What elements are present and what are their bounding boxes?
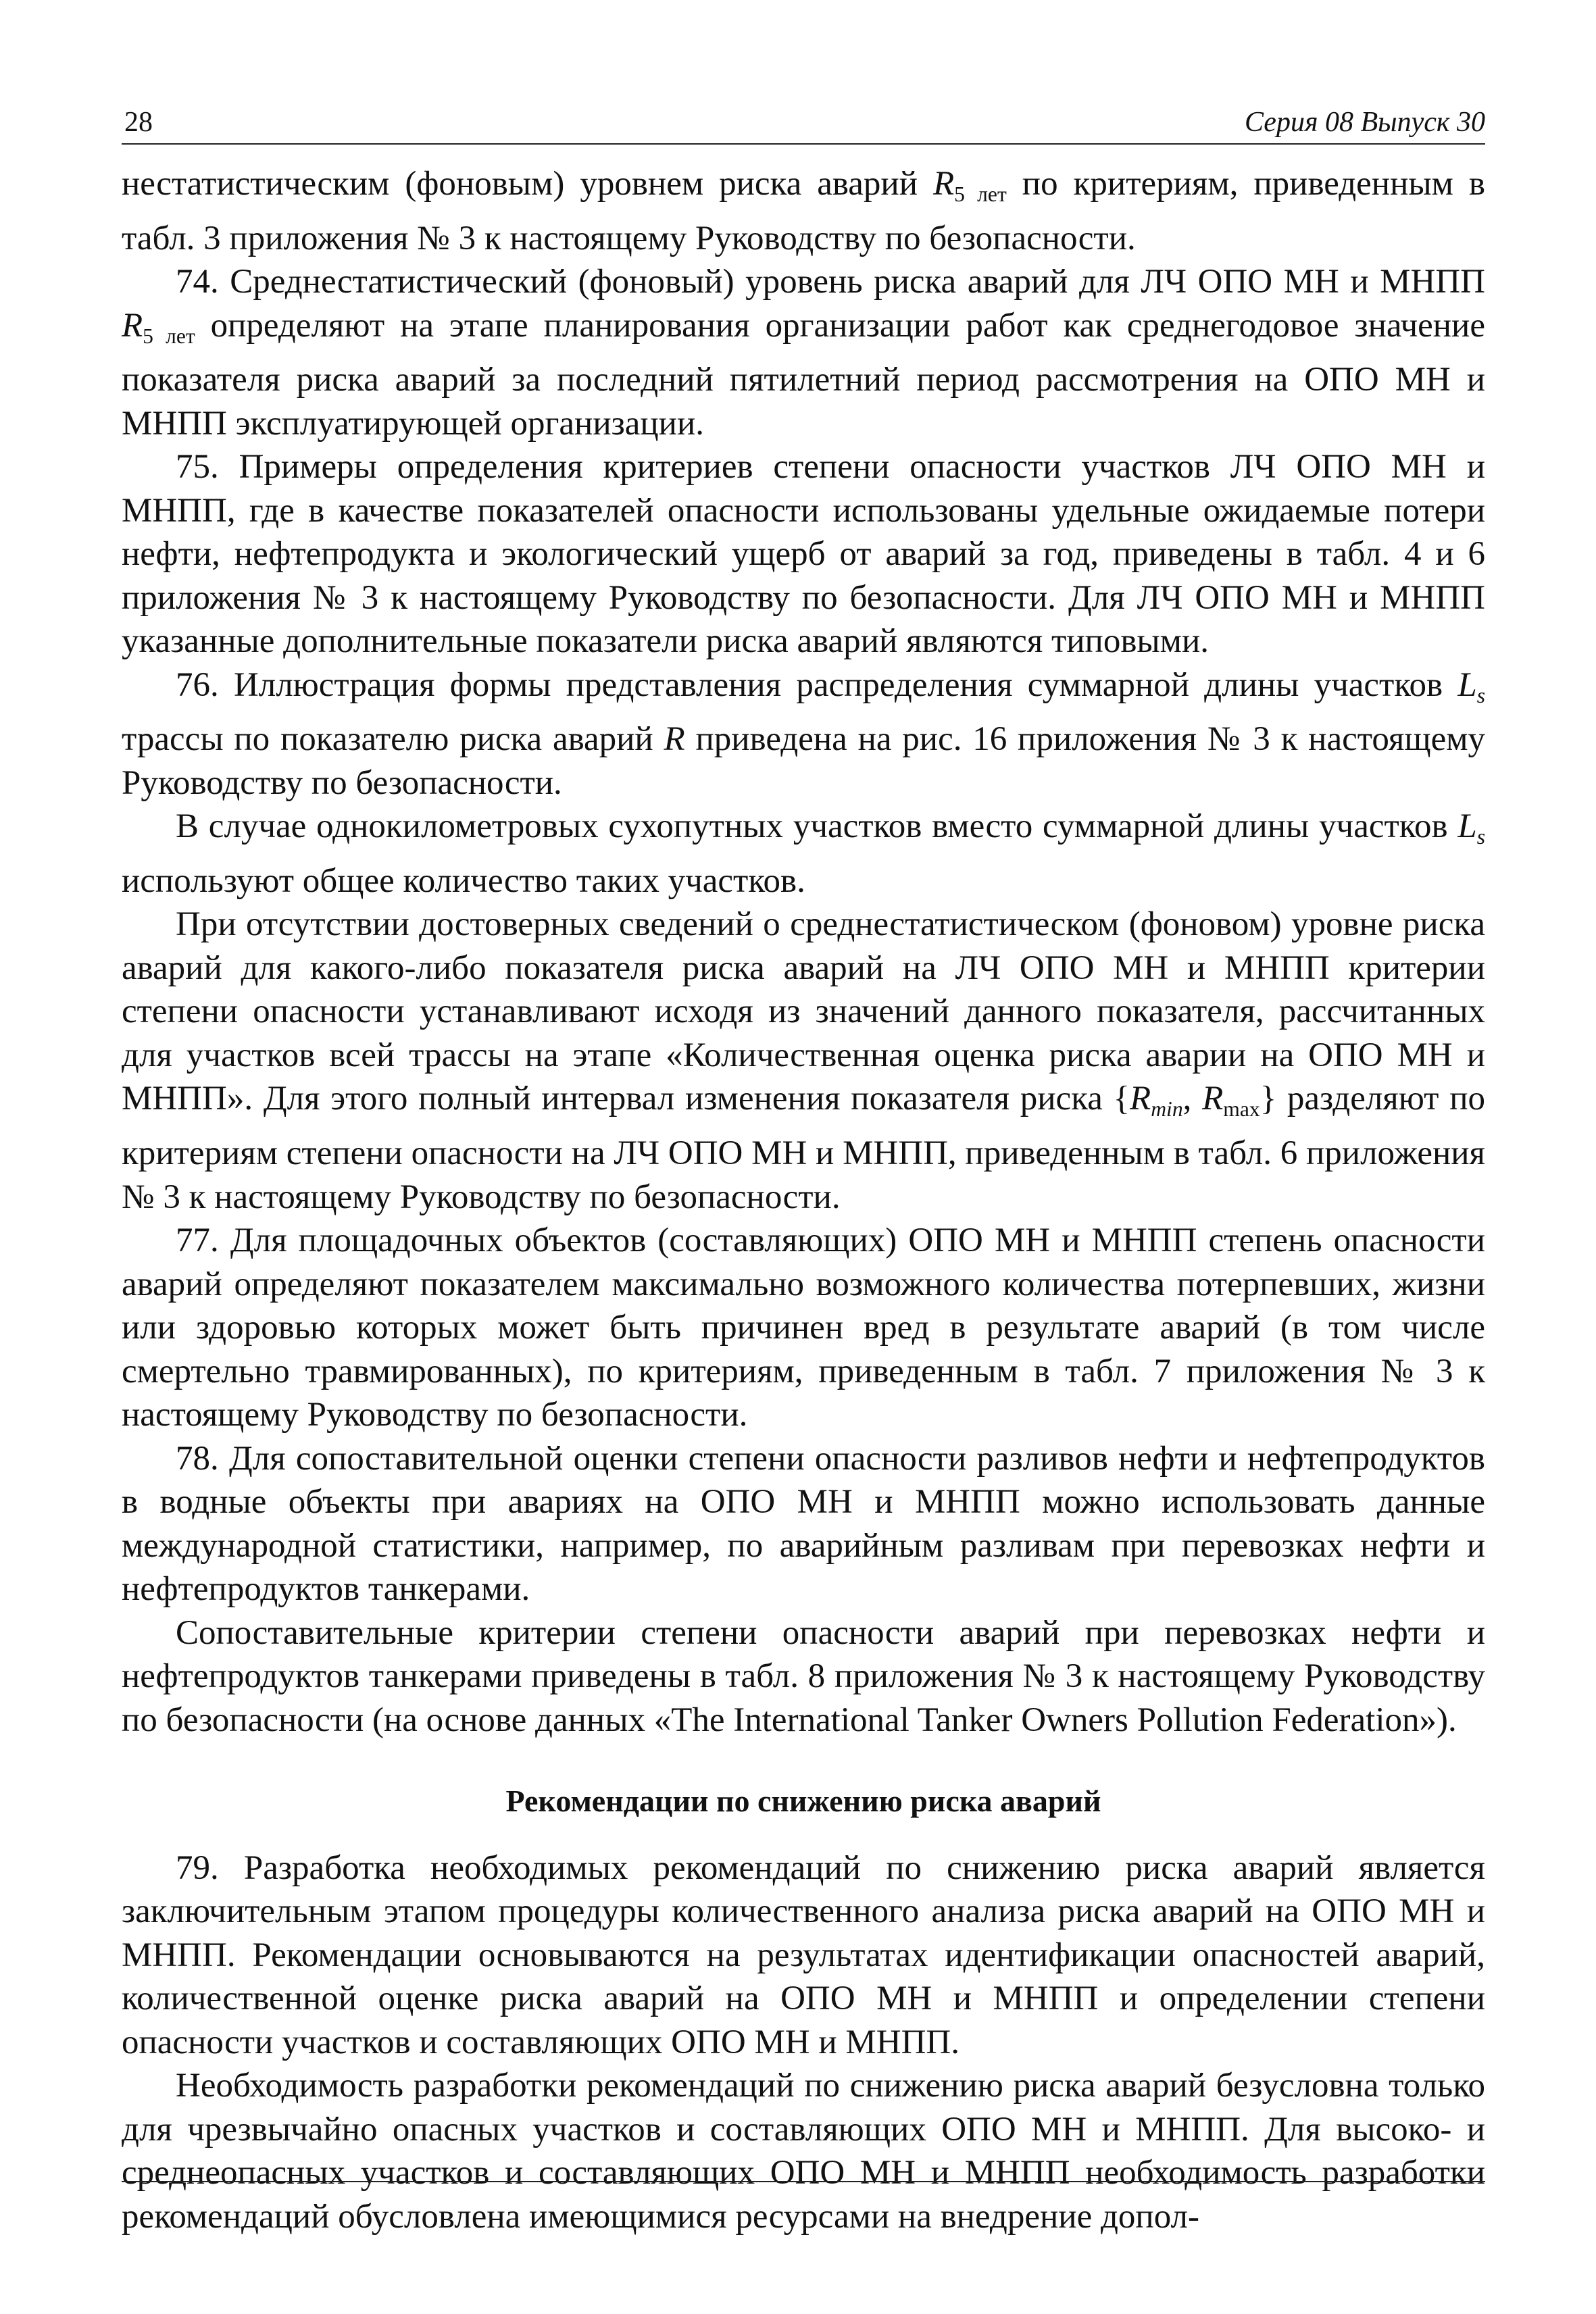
subscript-s: s: [1476, 683, 1485, 707]
footer-rule: [122, 2181, 1485, 2182]
formula-l-s: [1457, 665, 1485, 707]
page-header: [122, 101, 1485, 145]
text-run: 74. Среднестатистический (фоновый) уровень риска аварий для ЛЧ ОПО МН и МНПП: [176, 263, 1485, 301]
text-run: трассы по показателю риска аварий: [122, 720, 664, 759]
text-run: ,: [1182, 1080, 1203, 1118]
body-text: [122, 162, 1485, 2238]
symbol-r: R: [122, 306, 143, 345]
paragraph-75: 75. Примеры определения критериев степени опасности участков ЛЧ ОПО МН и МНПП, где в качестве показателей опасности использованы удельные ожидаемые потери нефти, нефтепродукта и экологический ущерб от аварий за год, приведены в табл. 4 и 6 приложения № 3 к настоящему Руководству по безопасности. Для ЛЧ ОПО МН и МНПП указанные дополнительные показатели риска аварий являются типовыми.: [122, 448, 1485, 661]
symbol-r: R: [1202, 1080, 1224, 1118]
symbol-r: R: [933, 165, 955, 203]
paragraph-78: 78. Для сопоставительной оценки степени опасности разливов нефти и нефтепродуктов в водные объекты при авариях на ОПО МН и МНПП можно использовать данные международной статистики, например, по аварийным разливам при перевозках нефти и нефтепродуктов танкерами.: [122, 1439, 1485, 1609]
paragraph-76-2: [122, 805, 1485, 903]
paragraph-74: [122, 260, 1485, 445]
formula-l-s: [1457, 807, 1485, 849]
section-title: Рекомендации по снижению риска аварий: [505, 1784, 1101, 1819]
subscript-min: min: [1151, 1097, 1183, 1122]
text-run: 76. Иллюстрация формы представления распределения суммарной длины участков: [176, 665, 1458, 704]
text-run: используют общее количество таких участков.: [122, 861, 805, 900]
subscript-max: max: [1223, 1097, 1260, 1122]
paragraph-79: 79. Разработка необходимых рекомендаций по снижению риска аварий является заключительным этапом процедуры количественного анализа риска аварий на ОПО МН и МНПП. Рекомендации основываются на результатах идентификации опасностей аварий, количественной оценке риска аварий на ОПО МН и МНПП и определении степени опасности участков и составляющих ОПО МН и МНПП.: [122, 1848, 1485, 2061]
formula-r-min: [1130, 1080, 1183, 1122]
paragraph-78-2: Сопоставительные критерии степени опасности аварий при перевозках нефти и нефтепродуктов танкерами приведены в табл. 8 приложения № 3 к настоящему Руководству по безопасности (на основе данных «The International Tanker Owners Pollution Federation»).: [122, 1613, 1485, 1739]
text-run: При отсутствии достоверных сведений о среднестатистическом (фоновом) уровне риска аварий для какого-либо показателя риска аварий на ЛЧ ОПО МН и МНПП критерии степени опасности устанавливают исходя из значений данного показателя, рассчитанных для участков всей трассы на этапе «Количественная оценка риска аварии на ОПО МН и МНПП». Для этого полный интервал изменения показателя риска {: [122, 905, 1485, 1118]
formula-r-max: [1202, 1080, 1260, 1122]
subscript-5-years: 5 лет: [954, 182, 1007, 207]
text-run: по критериям, приведенным в табл. 3 приложения № 3 к настоящему Руководству по безопасности.: [122, 165, 1485, 257]
symbol-r: R: [664, 720, 685, 759]
paragraph-77: 77. Для площадочных объектов (составляющих) ОПО МН и МНПП степень опасности аварий определяют показателем максимально возможного количества потерпевших, жизни или здоровью которых может быть причинен вред в результате аварий (в том числе смертельно травмированных), по критериям, приведенным в табл. 7 приложения № 3 к настоящему Руководству по безопасности.: [122, 1222, 1485, 1434]
paragraph-79-2: Необходимость разработки рекомендаций по снижению риска аварий безусловна только для чрезвычайно опасных участков и составляющих ОПО МН и МНПП. Для высоко- и среднеопасных участков и составляющих ОПО МН и МНПП необходимость разработки рекомендаций обусловлена имеющимися ресурсами на внедрение допол-: [122, 2067, 1485, 2236]
symbol-l: L: [1457, 807, 1477, 846]
series-label: Серия 08 Выпуск 30: [1245, 107, 1485, 138]
subscript-5-years: 5 лет: [143, 324, 195, 348]
formula-r-5-years: [122, 306, 195, 348]
symbol-r: R: [1130, 1080, 1151, 1118]
symbol-l: L: [1457, 665, 1477, 704]
subscript-s: s: [1476, 825, 1485, 849]
text-run: В случае однокилометровых сухопутных участков вместо суммарной длины участков: [176, 807, 1458, 846]
text-run: } разделяют по критериям степени опасности на ЛЧ ОПО МН и МНПП, приведенным в табл. 6 приложения № 3 к настоящему Руководству по безопасности.: [122, 1080, 1485, 1216]
paragraph-76: [122, 663, 1485, 805]
paragraph-76-3: [122, 903, 1485, 1219]
formula-r-5-years: [933, 165, 1007, 207]
text-run: приведена на рис. 16 приложения № 3 к настоящему Руководству по безопасности.: [122, 720, 1486, 802]
text-run: определяют на этапе планирования организации работ как среднегодовое значение показателя риска аварий за последний пятилетний период рассмотрения на ОПО МН и МНПП эксплуатирующей организации.: [122, 306, 1485, 443]
paragraph-continuation: [122, 162, 1485, 260]
text-run: нестатистическим (фоновым) уровнем риска аварий: [122, 165, 934, 203]
page-number: 28: [124, 107, 153, 138]
